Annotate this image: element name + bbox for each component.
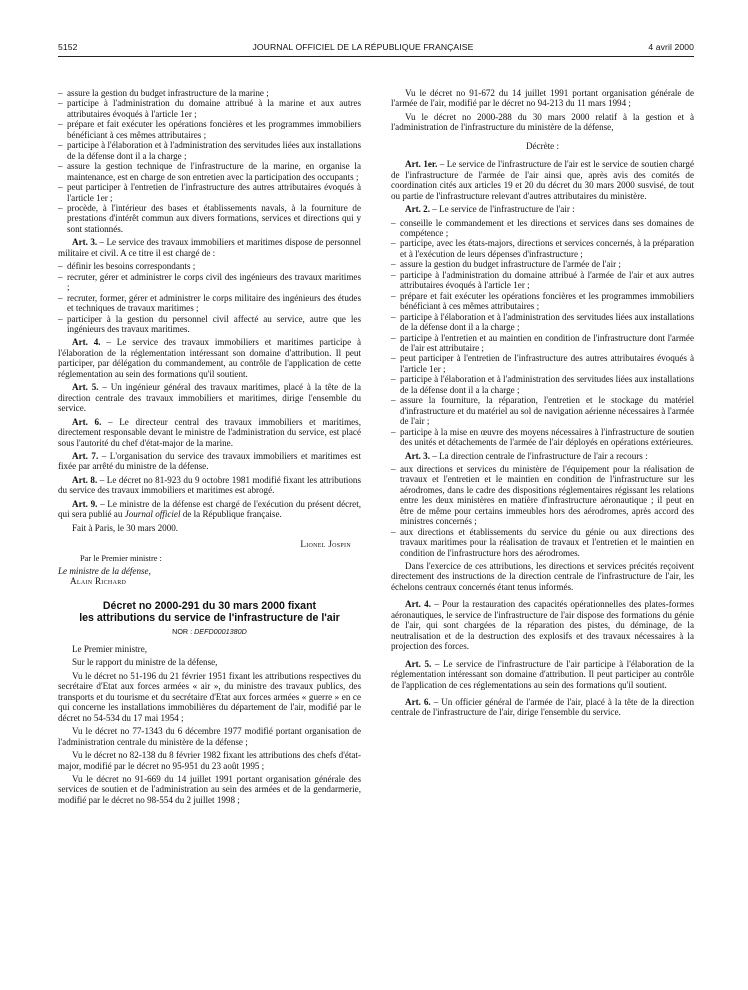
list-item: – prépare et fait exécuter les opérations foncières et les programmes immobiliers bénéficiant à ces mêmes attributaires ; — [391, 291, 694, 312]
article-9-tim — [58, 499, 361, 520]
article-text: – Le service de l'infrastructure de l'air participe à l'élaboration de la réglementation intéressant son domaine d'attribution. Il peut participer au contrôle de l'application de ces réglementations au sein des formations qu'il soutient. — [391, 658, 694, 690]
journal-officiel-italic: Journal officiel — [124, 509, 181, 520]
list-item: – participe, avec les états-majors, directions et services concernés, à la préparation et à l'exécution de leurs dépenses d'infrastructure ; — [391, 238, 694, 259]
decree-title-line-1: Décret no 2000-291 du 30 mars 2000 fixant — [102, 599, 317, 612]
list-item: – recruter, former, gérer et administrer le corps militaire des ingénieurs des études et techniques de travaux maritimes ; — [58, 293, 361, 314]
signatory-name: Lionel Jospin — [300, 539, 351, 550]
page-number: 5152 — [58, 42, 78, 52]
issue-date: 4 avril 2000 — [648, 42, 694, 52]
right-column — [391, 88, 694, 721]
list-item: – participe à l'administration du domaine attribué à l'armée de l'air et aux autres attributaires évoqués à l'article 1er ; — [391, 270, 694, 291]
article-number: Art. 9. — [72, 498, 98, 509]
article-text: – La direction centrale de l'infrastructure de l'air a recours : — [430, 450, 648, 461]
article-2-air — [391, 204, 694, 214]
article-number: Art. 2. — [405, 204, 430, 215]
list-item: – conseille le commandement et les directions et services dans ses domaines de compétence ; — [391, 218, 694, 239]
decree-title-line-2: les attributions du service de l'infrastructure de l'air — [79, 611, 340, 624]
visa: Le Premier ministre, — [72, 643, 148, 654]
article-4-tim — [58, 337, 361, 379]
article-number: Art. 4. — [72, 337, 101, 348]
visa: Vu le décret no 77-1343 du 6 décembre 1977 modifié portant organisation de l'administration centrale du ministère de la défense ; — [58, 726, 361, 747]
list-item: – peut participer à l'entretien de l'infrastructure des autres attributaires évoqués à l'article 1er ; — [391, 353, 694, 374]
decree-title — [58, 601, 361, 625]
recours-list — [391, 464, 694, 558]
article-text: – Un ingénieur général des travaux maritimes, placé à la tête de la direction centrale des travaux immobiliers et maritimes, dirige l'ensemble du service. — [58, 382, 361, 414]
minister-name: Alain Richard — [70, 576, 127, 587]
list-item: – participe à l'élaboration et à l'administration des servitudes liées aux installations de la défense dont il a la charge ; — [58, 140, 361, 161]
list-item: – procède, à l'intérieur des bases et établissements navals, à la fourniture de prestations d'intérêt commun aux divers formations, services et directions qui y sont stationnés. — [58, 203, 361, 234]
article-number: Art. 6. — [405, 697, 431, 708]
article-number: Art. 3. — [72, 237, 98, 248]
article-number: Art. 1er. — [405, 159, 438, 170]
visa: Vu le décret no 91-672 du 14 juillet 1991 portant organisation générale de l'armée de l'air, modifié par le décret no 94-213 du 11 mars 1994 ; — [391, 88, 694, 109]
article-6-air — [391, 697, 694, 718]
article-1-air — [391, 159, 694, 201]
article-text: – Le directeur central des travaux immobiliers et maritimes, directement responsable devant le ministre de l'administration du service, est placé sous l'autorité du chef d'état-major de la marine. — [58, 416, 361, 448]
fait-a-paris: Fait à Paris, le 30 mars 2000. — [72, 522, 179, 533]
article-5-tim — [58, 382, 361, 413]
article-text: – L'organisation du service des travaux immobiliers et maritimes est fixée par arrêté du ministre de la défense. — [58, 450, 361, 472]
article-number: Art. 7. — [72, 450, 99, 461]
personnel-duties-list — [58, 261, 361, 334]
visa: Vu le décret no 82-138 du 8 février 1982 fixant les attributions des chefs d'état-major, modifié par le décret no 95-951 du 23 août 1995 ; — [58, 750, 361, 771]
list-item: – participe à l'administration du domaine attribué à la marine et aux autres attributaires évoqués à l'article 1er ; — [58, 98, 361, 119]
article-number: Art. 3. — [405, 450, 430, 461]
article-text: – Le ministre de la défense est chargé de l'exécution du présent décret, qui sera publié au — [58, 498, 362, 520]
article-text: de la République française. — [180, 509, 282, 520]
header-rule — [58, 56, 694, 57]
par-le-premier-ministre: Par le Premier ministre : — [80, 553, 162, 563]
list-item: – prépare et fait exécuter les opérations foncières et les programmes immobiliers bénéficiant à ces mêmes attributaires ; — [58, 119, 361, 140]
article-text: – Pour la restauration des capacités opérationnelles des plates-formes aéronautiques, le service de l'infrastructure de l'air dispose des formations du génie de l'air, qui sont chargées de la réparation des pistes, du déminage, de la neutralisation et de la destruction des explosifs et des travaux nécessaires à la projection des forces. — [391, 599, 695, 652]
article-8-tim — [58, 475, 361, 496]
list-item: – participe à l'élaboration et à l'administration des servitudes liées aux installations de la défense dont il a la charge ; — [391, 374, 694, 395]
article-text: – Le service des travaux immobiliers et maritimes participe à l'élaboration de la réglementation intéressant son domaine d'attribution. Il peut participer, par délégation du commandement, au contrôle de l'application de cette réglementation au sein des formations qu'il soutient. — [58, 337, 361, 379]
nor-label: NOR : — [172, 626, 195, 636]
exercise-paragraph: Dans l'exercice de ces attributions, les directions et services précités reçoivent directement des instructions de la direction centrale de l'infrastructure de l'air, les échelons centraux concernés étant tenus informés. — [391, 561, 694, 592]
list-item: – assure la gestion du budget infrastructure de l'armée de l'air ; — [391, 259, 694, 269]
visa: Vu le décret no 51-196 du 21 février 1951 fixant les attributions respectives du secrétaire d'Etat aux forces armées « air », du ministre des travaux publics, des transports et du tourisme et du secrétaire d'Etat aux forces armées « guerre » en ce qui concerne les installations immobilières du département de l'air, modifié par le décret no 54-534 du 17 mai 1954 ; — [58, 670, 361, 723]
journal-title: JOURNAL OFFICIEL DE LA RÉPUBLIQUE FRANÇAISE — [252, 42, 474, 52]
article-number: Art. 5. — [405, 658, 432, 669]
article-number: Art. 6. — [72, 416, 102, 427]
list-item: – assure la gestion du budget infrastructure de la marine ; — [58, 88, 361, 98]
article-3-air — [391, 451, 694, 461]
list-item: – aux directions et services du ministère de l'équipement pour la réalisation de travaux et l'entretien et le maintien en condition de l'infrastructure sur les aérodromes, dans le cadre des dispositions réglementaires régissant les relations entre les deux ministères en matière d'infrastructure aéronautique ; il peut en être de même pour certains immeubles hors des aérodromes, après accord des ministres concernés ; — [391, 464, 694, 527]
visa: Vu le décret no 91-669 du 14 juillet 1991 portant organisation générale des services de soutien et de l'administration au sein des armées et de la gendarmerie, modifié par le décret no 98-554 du 2 juillet 1998 ; — [58, 773, 361, 805]
article-text: – Le service de l'infrastructure de l'air est le service de soutien chargé de l'infrastructure de l'armée de l'air ainsi que, après avis des comités de coordination cités aux articles 19 et 20 du décret du 30 mars 2000 susvisé, de tout ou partie de l'infrastructure relevant d'autres attributaires du ministère. — [391, 159, 694, 201]
air-duties-list — [391, 218, 694, 448]
visa: Vu le décret no 2000-288 du 30 mars 2000 relatif à la gestion et à l'administration de l'infrastructure du ministère de la défense, — [391, 111, 694, 133]
article-number: Art. 5. — [72, 382, 99, 393]
list-item: – peut participer à l'entretien de l'infrastructure des autres attributaires évoqués à l'article 1er ; — [58, 182, 361, 203]
article-6-tim — [58, 417, 361, 448]
decrete-heading: Décrète : — [525, 140, 560, 151]
list-item: – participe à l'entretien et au maintien en condition de l'infrastructure dont l'armée de l'air est attributaire ; — [391, 333, 694, 354]
article-text: – Un officier général de l'armée de l'air, placé à la tête de la direction centrale de l'infrastructure de l'air, dirige l'ensemble du service. — [391, 697, 695, 718]
article-3-tim — [58, 237, 361, 258]
list-item: – assure la fourniture, la réparation, l'entretien et le stockage du matériel d'infrastructure et du matériel au sol de navigation aérienne nécessaires à l'armée de l'air ; — [391, 395, 694, 426]
list-item: – aux directions et établissements du service du génie ou aux directions des travaux maritimes pour la réalisation de travaux et l'entretien et le maintien en condition de l'infrastructure hors des aérodromes. — [391, 527, 694, 558]
article-4-air — [391, 599, 694, 651]
article-number: Art. 4. — [405, 599, 431, 610]
list-item: – définir les besoins correspondants ; — [58, 261, 361, 271]
left-column — [58, 88, 361, 808]
article-5-air — [391, 659, 694, 690]
article-text: – Le décret no 81-923 du 9 octobre 1981 modifié fixant les attributions du service des travaux immobiliers et maritimes est abrogé. — [58, 474, 361, 496]
minister-title: Le ministre de la défense, — [58, 566, 151, 577]
list-item: – recruter, gérer et administrer le corps civil des ingénieurs des travaux maritimes ; — [58, 272, 361, 293]
list-item: – assure la gestion technique de l'infrastructure de la marine, en organise la maintenance, est en charge de son entretien avec la participation des occupants ; — [58, 161, 361, 182]
page-header — [58, 42, 694, 52]
nor-code: DEFD0001380D — [194, 626, 247, 636]
article-number: Art. 8. — [72, 474, 98, 485]
tim-duties-list — [58, 88, 361, 234]
list-item: – participe à la mise en œuvre des moyens nécessaires à l'infrastructure de soutien des unités et détachements de l'armée de l'air déployés en opérations extérieures. — [391, 427, 694, 448]
visa: Sur le rapport du ministre de la défense, — [72, 657, 218, 668]
list-item: – participer à la gestion du personnel civil affecté au service, autre que les ingénieurs des travaux maritimes. — [58, 314, 361, 335]
article-7-tim — [58, 451, 361, 472]
article-text: – Le service de l'infrastructure de l'air : — [430, 204, 575, 215]
article-text: – Le service des travaux immobiliers et maritimes dispose de personnel militaire et civil. A ce titre il est chargé de : — [58, 237, 361, 258]
list-item: – participe à l'élaboration et à l'administration des servitudes liées aux installations de la défense dont il a la charge ; — [391, 312, 694, 333]
nor-reference — [58, 627, 361, 637]
